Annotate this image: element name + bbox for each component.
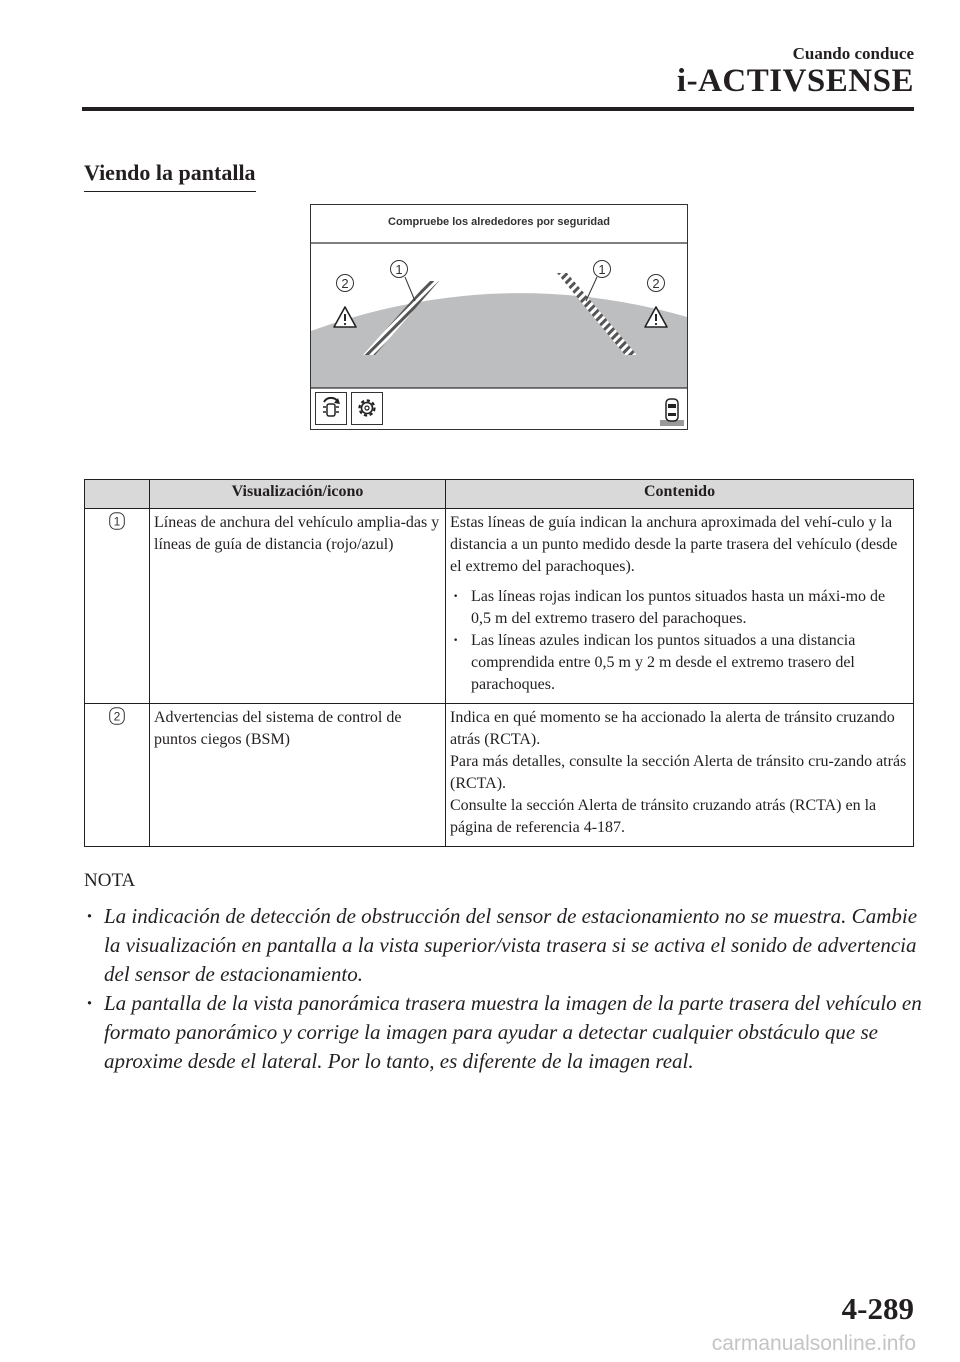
row-item: Líneas de anchura del vehículo amplia-das y líneas de guía de distancia (rojo/azul) — [150, 509, 446, 704]
table-row — [85, 509, 914, 704]
ground-area — [311, 293, 687, 388]
list-item: · Las líneas azules indican los puntos situados a una distancia comprendida entre 0,5 m y 2 m desde el extremo trasero del parachoques. — [450, 630, 909, 696]
rear-camera-screen — [310, 204, 688, 430]
header-num — [85, 480, 150, 509]
gear-icon — [352, 393, 382, 423]
bullet-list — [450, 586, 909, 696]
content-line: Para más detalles, consulte la sección Alerta de tránsito cru-zando atrás (RCTA). — [450, 753, 907, 792]
row-content-text: Estas líneas de guía indican la anchura aproximada del vehí-culo y la distancia a un punto medido desde la parte trasera del vehículo (desde el extremo del parachoques). — [450, 514, 898, 575]
settings-button[interactable] — [351, 392, 383, 425]
row-item: Advertencias del sistema de control de puntos ciegos (BSM) — [150, 704, 446, 847]
row-number: 2 — [113, 709, 121, 724]
camera-switch-icon — [316, 393, 346, 423]
vehicle-top-view-icon — [660, 399, 684, 426]
callout-marker-1 — [109, 512, 125, 530]
header-rule — [82, 107, 914, 111]
note-item: · La pantalla de la vista panorámica trasera muestra la imagen de la parte trasera del vehículo en formato panorámico y corrige la imagen para ayudar a detectar cualquier obstáculo que se aproxime desde el lateral. Por lo tanto, es diferente de la imagen real. — [84, 989, 924, 1076]
screen-banner: Compruebe los alrededores por seguridad — [388, 216, 610, 228]
header-item: Visualización/icono — [150, 480, 446, 509]
row-content — [446, 509, 914, 704]
page-number: 4-289 — [841, 1291, 914, 1326]
content-line: Indica en qué momento se ha accionado la alerta de tránsito cruzando atrás (RCTA). — [450, 709, 895, 748]
info-table — [84, 479, 914, 847]
table-row — [85, 704, 914, 847]
row-number-cell — [85, 509, 150, 704]
header-section: Cuando conduce — [792, 44, 914, 63]
view-switch-button[interactable] — [315, 392, 347, 425]
leader-1-left — [405, 277, 415, 301]
row-number: 1 — [113, 514, 121, 529]
leader-1-right — [586, 277, 597, 301]
watermark: carmanualsonline.info — [711, 1332, 916, 1355]
header-content: Contenido — [446, 480, 914, 509]
callout-2-right: 2 — [652, 276, 660, 291]
note-heading: NOTA — [84, 870, 136, 891]
section-title: Viendo la pantalla — [84, 160, 256, 192]
row-number-cell — [85, 704, 150, 847]
callout-2-left: 2 — [341, 276, 349, 291]
table-header-row — [85, 480, 914, 509]
note-item: · La indicación de detección de obstrucción del sensor de estacionamiento no se muestra. Cambie la visualización en pantalla a la vista superior/vista trasera si se activa el sonido de advertencia del sensor de estacionamiento. — [84, 902, 924, 989]
list-item: · Las líneas rojas indican los puntos situados hasta un máxi-mo de 0,5 m del extremo trasero del parachoques. — [450, 586, 909, 630]
header-chapter: i-ACTIVSENSE — [676, 63, 914, 99]
row-content — [446, 704, 914, 847]
callout-1-right: 1 — [598, 262, 606, 277]
callout-1-left: 1 — [395, 262, 403, 277]
callout-marker-2 — [109, 707, 125, 725]
content-line: Consulte la sección Alerta de tránsito cruzando atrás (RCTA) en la página de referencia 4-187. — [450, 797, 877, 836]
note-list — [84, 902, 924, 1076]
warning-triangle-icon — [334, 307, 356, 327]
